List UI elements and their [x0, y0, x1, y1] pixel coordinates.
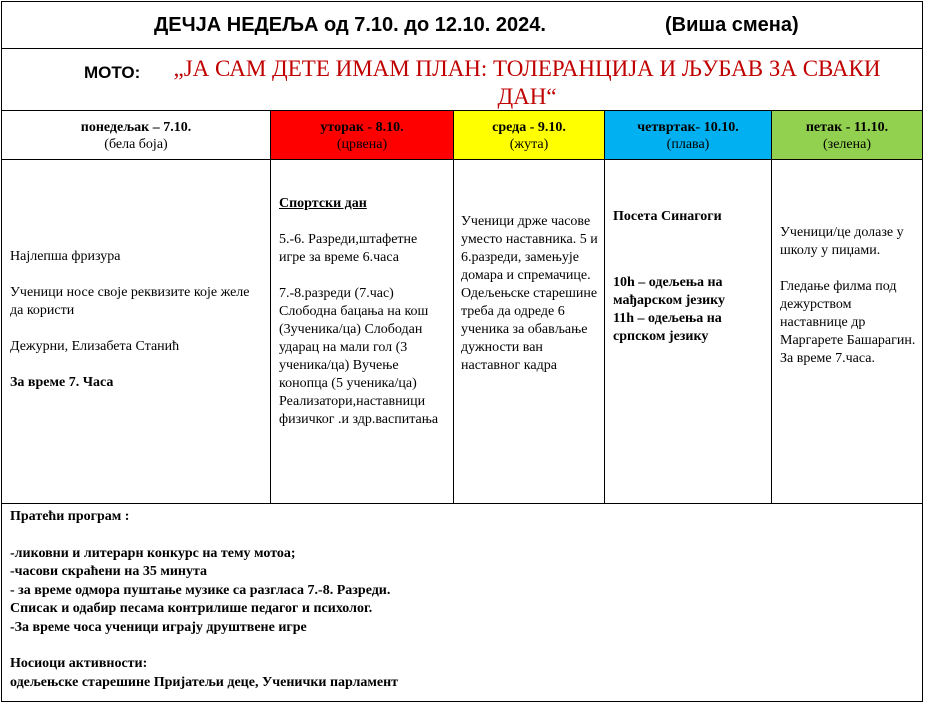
day-header-monday [2, 111, 271, 159]
program-item: - за време одмора пуштање музике са разгласа 7.-8. Разреди. [10, 582, 391, 598]
days-header-row [2, 111, 922, 160]
motto-text: „ЈА САМ ДЕТЕ ИМАМ ПЛАН: ТОЛЕРАНЦИЈА И ЉУБАВ ЗА СВАКИ ДАН“ [173, 56, 881, 109]
thursday-heading: Посета Синагоги [613, 209, 722, 224]
day-color-label: (црвена) [336, 137, 388, 152]
tuesday-cell [271, 160, 454, 503]
title-row [2, 2, 922, 49]
thursday-line: 11h – одељења на српском језику [613, 311, 722, 344]
schedule-document [1, 1, 923, 702]
program-item: -За време чоса ученици играју друштвене игре [10, 619, 307, 635]
wednesday-cell [454, 160, 605, 503]
friday-text: За време 7.часа. [780, 351, 875, 366]
day-color-label: (жута) [509, 137, 549, 152]
day-name: понедељак – 7.10. [80, 120, 192, 135]
motto-row [2, 49, 922, 111]
day-header-tuesday [271, 111, 454, 159]
tuesday-heading: Спортски дан [279, 196, 367, 211]
carriers-text: одељењске старешине Пријатељи деце, Ученички парламент [10, 674, 399, 690]
day-header-friday [772, 111, 922, 159]
tuesday-text: 7.-8.разреди (7.час) Слободна бацања на кош (3ученика/ца) Слободан ударац на мали гол (3 ученика/ца) Вучење конопца (5 ученика/ца) Реализатори,наставници физичког .и здр.васпитања [279, 286, 439, 427]
monday-line: Најлепша фризура [10, 249, 121, 264]
day-name: уторак - 8.10. [320, 120, 404, 135]
day-name: четвртак- 10.10. [637, 120, 739, 135]
day-header-wednesday [454, 111, 605, 159]
day-name: среда - 9.10. [492, 120, 566, 135]
friday-text: Ученици/це долазе у школу у пиџами. [780, 225, 904, 258]
monday-line: За време 7. Часа [10, 375, 114, 390]
page-title: ДЕЧЈА НЕДЕЉА од 7.10. до 12.10. 2024. [154, 14, 546, 36]
carriers-heading: Носиоци активности: [10, 656, 148, 671]
program-item: Списак и одабир песама контрилише педагог и психолог. [10, 601, 373, 616]
motto-label: МОТО: [84, 63, 141, 82]
monday-line: Ученици носе своје реквизите које желе да користи [10, 285, 250, 318]
monday-cell [2, 160, 271, 503]
friday-cell [772, 160, 922, 503]
day-header-thursday [605, 111, 772, 159]
friday-text: Гледање филма под дежурством наставнице др Маргарете Башарагин. [780, 279, 916, 348]
day-color-label: (плава) [666, 137, 710, 152]
program-heading: Пратећи програм : [10, 509, 130, 524]
program-item: -часови скраћени на 35 минута [10, 564, 208, 579]
activities-row [2, 160, 922, 504]
tuesday-text: 5.-6. Разреди,штафетне игре за време 6.часа [279, 232, 418, 265]
wednesday-text: Ученици држе часове уместо наставника. 5 и 6.разреди, замењује домара и спремачице. Одељењске старешине треба да одреде 6 ученика за обављање дужности ван наставног кадра [461, 214, 598, 373]
day-color-label: (зелена) [823, 137, 871, 152]
accompanying-program [10, 508, 910, 692]
thursday-cell [605, 160, 772, 503]
day-color-label: (бела боја) [104, 137, 168, 152]
day-name: петак - 11.10. [805, 120, 889, 135]
shift-label: (Виша смена) [665, 14, 799, 36]
program-item: -ликовни и литерарн конкурс на тему мотоа; [10, 545, 296, 561]
monday-line: Дежурни, Елизабета Станић [10, 339, 180, 354]
thursday-line: 10h – одељења на мађарском језику [613, 275, 726, 308]
